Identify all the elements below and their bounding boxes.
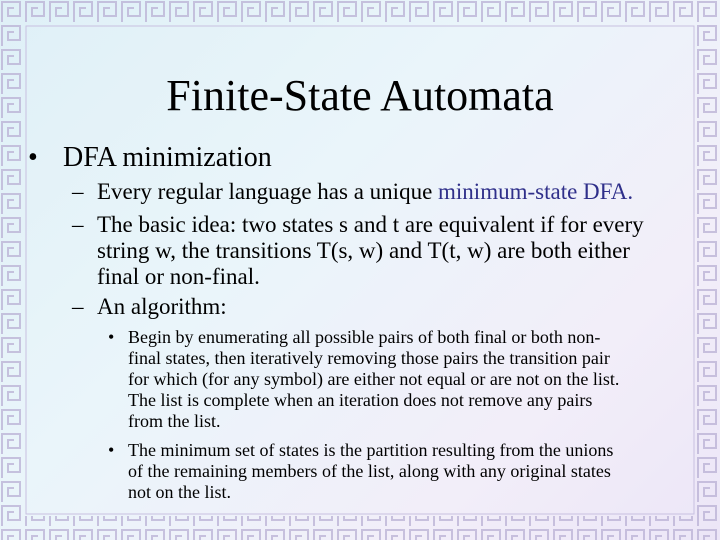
- text-line: for which (for any symbol) are either not equal or are not on the list.: [128, 369, 620, 389]
- sub-item-text: An algorithm:: [97, 294, 227, 319]
- text-segment: Every regular language has a unique: [97, 179, 439, 204]
- dash-marker: –: [72, 179, 84, 204]
- slide-title: Finite-State Automata: [166, 71, 554, 120]
- text-line: The minimum set of states is the partition resulting from the unions: [128, 440, 614, 460]
- text-line: not on the list.: [128, 482, 231, 502]
- text-line: The basic idea: two states s and t are equivalent if for every: [97, 212, 644, 237]
- sub-item-text: [97, 179, 687, 205]
- dash-marker: –: [72, 212, 84, 237]
- text-line: of the remaining members of the list, along with any original states: [128, 461, 611, 481]
- bullet-marker: •: [108, 440, 115, 460]
- text-line: string w, the transitions T(s, w) and T(t, w) are both either: [97, 238, 630, 263]
- sub-sub-item-text: [128, 440, 688, 503]
- bullet-marker: •: [108, 327, 115, 347]
- text-line: final states, then iteratively removing those pairs the transition pair: [128, 348, 610, 368]
- bullet-text: DFA minimization: [63, 142, 272, 173]
- dash-marker: –: [72, 294, 84, 319]
- text-line: Begin by enumerating all possible pairs of both final or both non-: [128, 327, 601, 347]
- text-segment: .: [627, 179, 634, 204]
- highlight-term: minimum-state DFA: [438, 179, 628, 204]
- text-line: from the list.: [128, 411, 221, 431]
- text-line: final or non-final.: [97, 264, 260, 289]
- sub-sub-item-text: [128, 327, 688, 432]
- text-line: The list is complete when an iteration does not remove any pairs: [128, 390, 593, 410]
- bullet-marker: •: [28, 142, 38, 173]
- sub-item-text: [97, 212, 687, 290]
